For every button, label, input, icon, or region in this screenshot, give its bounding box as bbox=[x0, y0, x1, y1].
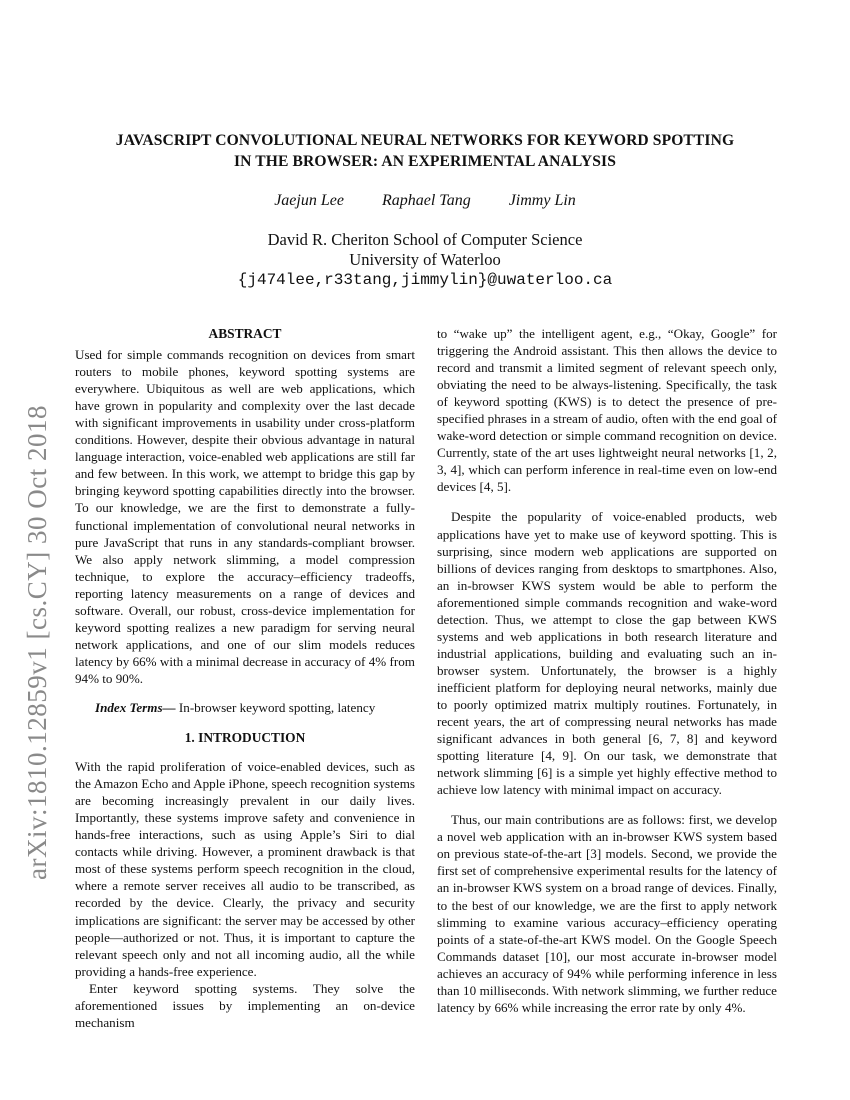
affiliation bbox=[75, 230, 775, 290]
author-list bbox=[75, 190, 775, 212]
index-terms-text: In-browser keyword spotting, latency bbox=[175, 699, 376, 715]
author: Jaejun Lee bbox=[274, 192, 344, 209]
right-column bbox=[437, 325, 777, 1016]
title-line-1: JAVASCRIPT CONVOLUTIONAL NEURAL NETWORKS FOR KEYWORD SPOTTING bbox=[115, 132, 735, 149]
intro-paragraph-2-continued: to “wake up” the intelligent agent, e.g., “Okay, Google” for triggering the Android assistant. This then allows the device to record and transmit a limited segment of relevant speech only, obviating the need to be always-listening. Specifically, the task of keyword spotting (KWS) is to detect the presence of pre-specified phrases in a stream of audio, often with the end goal of wake-word detection or simple command recognition on device. Currently, state of the art uses lightweight neural networks [1, 2, 3, 4], which can perform inference in real-time even on low-end devices [4, 5]. bbox=[437, 326, 777, 495]
intro-paragraph-2-start: Enter keyword spotting systems. They solve the aforementioned issues by implementing an on-device mechanism bbox=[75, 980, 415, 1030]
abstract-heading: ABSTRACT bbox=[208, 326, 282, 341]
arxiv-identifier: arXiv:1810.12859v1 [cs.CY] 30 Oct 2018 bbox=[22, 405, 52, 880]
left-column bbox=[75, 325, 415, 1031]
index-terms-label: Index Terms— bbox=[95, 699, 176, 715]
author: Jimmy Lin bbox=[508, 192, 576, 209]
intro-paragraph-4: Thus, our main contributions are as follows: first, we develop a novel web application with an in-browser KWS system based on previous state-of-the-art [3] models. Second, we provide the first set of comprehensive experimental results for the latency of an in-browser KWS system on a broad range of devices. Finally, to the best of our knowledge, we are the first to apply network slimming to examine various accuracy–efficiency operating points of a state-of-the-art KWS model. On the Google Speech Commands dataset [10], our most accurate in-browser model achieves an accuracy of 94% while performing inference in less than 10 milliseconds. With network slimming, we further reduce latency by 66% while increasing the error rate by only 4%. bbox=[437, 812, 777, 1015]
author-email: {j474lee,r33tang,jimmylin}@uwaterloo.ca bbox=[237, 271, 613, 289]
intro-paragraph-1: With the rapid proliferation of voice-enabled devices, such as the Amazon Echo and Apple iPhone, speech recognition systems are becoming increasingly prevalent in our daily lives. Importantly, these systems improve safety and convenience in hands-free interactions, such as using Apple’s Siri to dial contacts while driving. However, a prominent drawback is that most of these systems perform speech recognition in the cloud, where a remote server receives all audio to be transcribed, as recorded by the device. Clearly, the privacy and security implications are significant: the server may be accessed by other people—authorized or not. Thus, it is important to capture the relevant speech only and not all incoming audio, all the while providing a hands-free experience. bbox=[75, 759, 415, 979]
author: Raphael Tang bbox=[381, 192, 471, 209]
affiliation-university: University of Waterloo bbox=[349, 250, 501, 269]
affiliation-school: David R. Cheriton School of Computer Science bbox=[267, 230, 583, 249]
title-line-2: IN THE BROWSER: AN EXPERIMENTAL ANALYSIS bbox=[234, 153, 616, 170]
paper-title bbox=[75, 130, 775, 172]
introduction-heading: 1. INTRODUCTION bbox=[184, 730, 306, 746]
index-terms bbox=[75, 699, 415, 716]
intro-paragraph-3: Despite the popularity of voice-enabled products, web applications have yet to make use of keyword spotting. This is surprising, since modern web applications are supported on billions of devices ranging from desktops to smartphones. Also, an in-browser KWS system would be able to perform the aforementioned simple commands recognition and wake-word detection. Thus, we attempt to close the gap between KWS systems and web applications in both research literature and industrial applications, building and evaluating such an in-browser system. Unfortunately, the browser is a highly inefficient platform for deploying neural networks, mainly due to poorly optimized matrix multiply routines. Fortunately, in recent years, the art of compressing neural networks has made significant advances in both general [6, 7, 8] and keyword spotting literature [4, 9]. On our task, we demonstrate that network slimming [6] is a simple yet highly effective method to achieve low latency with minimal impact on accuracy. bbox=[437, 509, 777, 798]
abstract-text: Used for simple commands recognition on devices from smart routers to mobile phones, keyword spotting systems are everywhere. Ubiquitous as well are web applications, which have grown in popularity and complexity over the last decade with significant improvements in usability under cross-platform conditions. However, despite their obvious advantage in natural language interaction, voice-enabled web applications are still far and few between. In this work, we attempt to bridge this gap by bringing keyword spotting capabilities directly into the browser. To our knowledge, we are the first to demonstrate a fully-functional implementation of convolutional neural networks in pure JavaScript that runs in any standards-compliant browser. We also apply network slimming, a model compression technique, to explore the accuracy–efficiency tradeoffs, reporting latency measurements on a range of devices and software. Overall, our robust, cross-device implementation for keyword spotting realizes a new paradigm for serving neural network applications, and one of our slim models reduces latency by 66% with a minimal decrease in accuracy of 4% from 94% to 90%. bbox=[75, 347, 415, 686]
